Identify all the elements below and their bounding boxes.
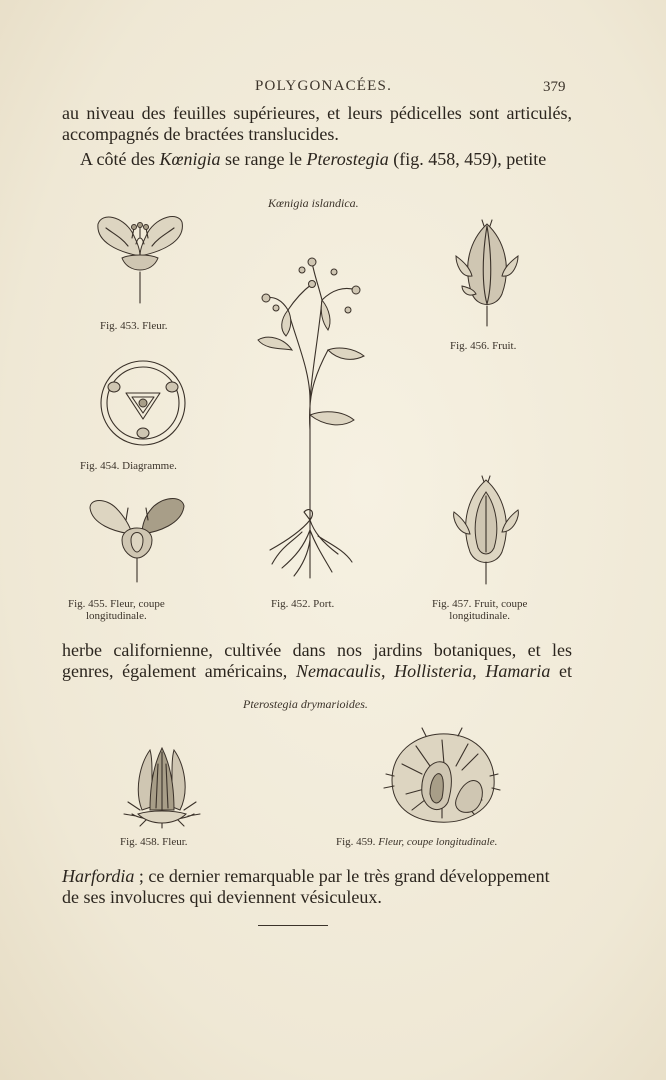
paragraph-3-line-1-post: ; ce dernier remarquable par le très grand développement [134,866,550,886]
paragraph-1 [62,103,572,170]
end-rule [258,925,328,926]
fig-459-caption-prefix: Fig. 459. [336,836,379,848]
running-title: POLYGONACÉES. [255,78,393,94]
genus-nemacaulis: Nemacaulis [295,661,381,681]
page-number: 379 [543,79,566,95]
fig-453-caption: Fig. 453. Fleur. [100,320,168,332]
genus-hamaria: Hamaria [485,661,551,681]
fig-458-flower-illustration [120,740,204,830]
plate-1-heading: Kœnigia islandica. [268,196,359,210]
genus-pterostegia: Pterostegia [306,149,389,169]
fig-457-caption-line-2: longitudinale. [449,610,511,622]
fig-455-caption [68,598,165,622]
fig-457-caption-line-1: Fig. 457. Fruit, coupe [432,598,528,610]
genus-koenigia: Kœnigia [159,149,221,169]
line-3-mid: se range le [220,149,307,169]
fig-455-caption-line-2: longitudinale. [85,610,147,622]
paragraph-1-line-2: accompagnés de bractées translucides. [62,124,339,144]
sep-1: , [380,661,395,681]
line-3-pre: A côté des [80,149,160,169]
paragraph-2-line-2 [62,661,572,682]
fig-454-caption: Fig. 454. Diagramme. [80,460,177,472]
running-head [0,78,666,100]
genus-harfordia: Harfordia [62,866,135,886]
sep-2: , [472,661,486,681]
fig-457-fruit-section-illustration [450,474,522,586]
paragraph-3 [62,866,558,908]
fig-452-plant-habit-illustration [252,250,372,580]
fig-455-section-illustration [86,490,188,584]
paragraph-2 [62,640,572,682]
fig-459-flower-section-illustration [382,724,502,828]
fig-458-caption: Fig. 458. Fleur. [120,836,188,848]
fig-456-caption: Fig. 456. Fruit. [450,340,517,352]
fig-457-caption [432,598,527,622]
fig-454-diagram-illustration [98,357,188,449]
plate-2-heading: Pterostegia drymarioides. [243,697,368,711]
genus-hollisteria: Hollisteria [394,661,473,681]
fig-456-fruit-illustration [452,216,522,328]
fig-452-caption: Fig. 452. Port. [271,598,335,610]
paragraph-1-line-1: au niveau des feuilles supérieures, et leurs pédicelles sont articulés, [62,103,572,123]
paragraph-2-line-1: herbe californienne, cultivée dans nos jardins botaniques, et les [62,640,572,660]
fig-453-flower-illustration [88,208,192,308]
paragraph-2-line-2-pre: genres, également américains, [62,661,296,681]
paragraph-3-line-2: de ses involucres qui deviennent vésiculeux. [62,887,382,907]
line-3-post: (fig. 458, 459), petite [388,149,547,169]
fig-459-caption [336,836,497,848]
fig-459-caption-italic: Fleur, coupe longitudinale. [378,836,498,848]
paragraph-3-line-1 [62,866,558,887]
paragraph-1-line-3 [62,149,572,170]
paragraph-2-line-2-post: et [550,661,573,681]
fig-455-caption-line-1: Fig. 455. Fleur, coupe [68,598,165,610]
